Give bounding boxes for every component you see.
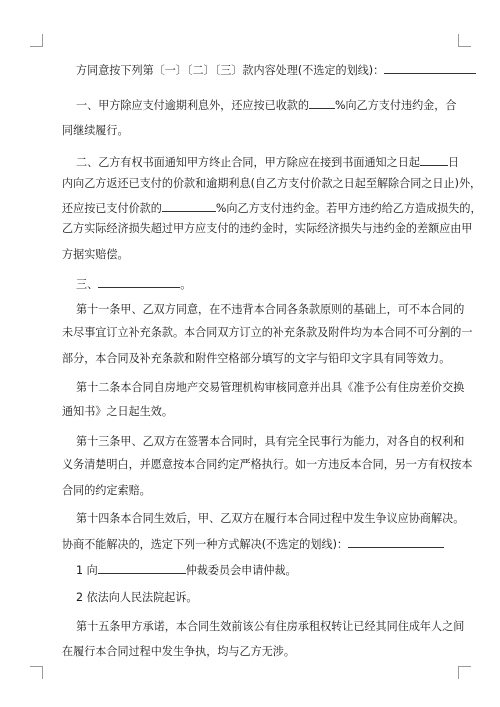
text-segment: 。 (180, 278, 192, 291)
text-line (76, 591, 198, 605)
text-line (76, 620, 464, 634)
text-segment: 方据实赔偿。 (62, 248, 129, 261)
text-line (62, 536, 444, 552)
text-segment: 乙方实际经济损失超过甲方应支付的违约金时，实际经济损失与违约金的差额应由甲 (62, 222, 473, 235)
text-segment: 第十五条甲方承诺，本合同生效前该公有住房承租权转让已经其同住成年人之间 (76, 620, 465, 633)
text-line (76, 512, 464, 526)
text-line (76, 381, 464, 395)
blank-field[interactable] (384, 62, 476, 74)
text-line (62, 484, 151, 498)
text-segment: 义务清楚明白，并愿意按本合同约定严格执行。如一方违反本合同，另一方有权按本 (62, 458, 473, 471)
text-segment: 三、 (76, 278, 99, 291)
text-segment: 方同意按下列第〔一〕〔二〕〔三〕款内容处理(不选定的划线)： (76, 64, 385, 77)
text-line (62, 326, 472, 340)
text-segment: 协商不能解决的，选定下列一种方式解决(不选定的划线)： (62, 538, 349, 551)
text-segment: 在履行本合同过程中发生争执，均与乙方无涉。 (62, 645, 295, 658)
text-segment: 1 向 (76, 564, 98, 577)
page-corner-bottom-right (458, 666, 471, 679)
text-segment: 未尽事宜订立补充条款。本合同双方订立的补充条款及附件均为本合同不可分割的一 (62, 326, 473, 339)
text-segment: 还应按已支付价款的 (62, 202, 162, 215)
text-line (62, 124, 129, 138)
text-line (76, 154, 459, 170)
text-line (62, 645, 295, 659)
text-line (76, 435, 464, 449)
text-line (62, 177, 481, 191)
text-segment: 日 (447, 156, 460, 169)
text-segment: 同继续履行。 (62, 124, 129, 137)
text-segment: 部分，本合同及补充条款和附件空格部分填写的文字与铅印文字具有同等效力。 (62, 352, 451, 365)
page-corner-top-left (30, 34, 43, 47)
text-segment: 第十一条甲、乙双方同意，在不违背本合同各条款原则的基础上，可不本合同的 (76, 303, 465, 316)
text-segment: 二、乙方有权书面通知甲方终止合同，甲方除应在接到书面通知之日起 (76, 156, 420, 169)
blank-field[interactable] (309, 97, 335, 109)
text-line (62, 248, 129, 262)
text-line (62, 405, 173, 419)
text-segment: 内向乙方返还已支付的价款和逾期利息(自乙方支付价款之日起至解除合同之日止)外， (62, 177, 482, 190)
page-corner-top-right (458, 34, 471, 47)
text-segment: 第十二条本合同自房地产交易管理机构审核同意并出具《准予公有住房差价交换 (76, 381, 465, 394)
text-line (76, 562, 297, 578)
text-segment: 一、甲方除应支付逾期利息外，还应按已收款的 (76, 99, 309, 112)
text-segment: 合同的约定索赔。 (62, 484, 151, 497)
text-segment: 通知书》之日起生效。 (62, 405, 173, 418)
text-line (76, 303, 464, 317)
text-segment: 仲裁委员会申请仲裁。 (185, 564, 297, 577)
text-line (62, 222, 472, 236)
blank-field[interactable] (162, 200, 216, 212)
text-line (76, 97, 456, 113)
text-line (62, 200, 482, 216)
page-corner-bottom-left (30, 666, 43, 679)
text-segment: %向乙方支付违约金，合 (334, 99, 457, 112)
text-segment: 2 依法向人民法院起诉。 (76, 591, 198, 604)
text-line (62, 352, 450, 366)
text-line (76, 276, 191, 292)
text-segment: %向乙方支付违约金。若甲方违约给乙方造成损失的， (215, 202, 482, 215)
text-segment: 第十三条甲、乙双方在签署本合同时，具有完全民事行为能力，对各自的权利和 (76, 435, 465, 448)
blank-field[interactable] (98, 562, 186, 574)
blank-field[interactable] (420, 154, 448, 166)
text-segment: 第十四条本合同生效后，甲、乙双方在履行本合同过程中发生争议应协商解决。 (76, 512, 465, 525)
blank-field[interactable] (98, 276, 180, 288)
blank-field[interactable] (348, 536, 444, 548)
text-line (76, 62, 476, 78)
text-line (62, 458, 472, 472)
